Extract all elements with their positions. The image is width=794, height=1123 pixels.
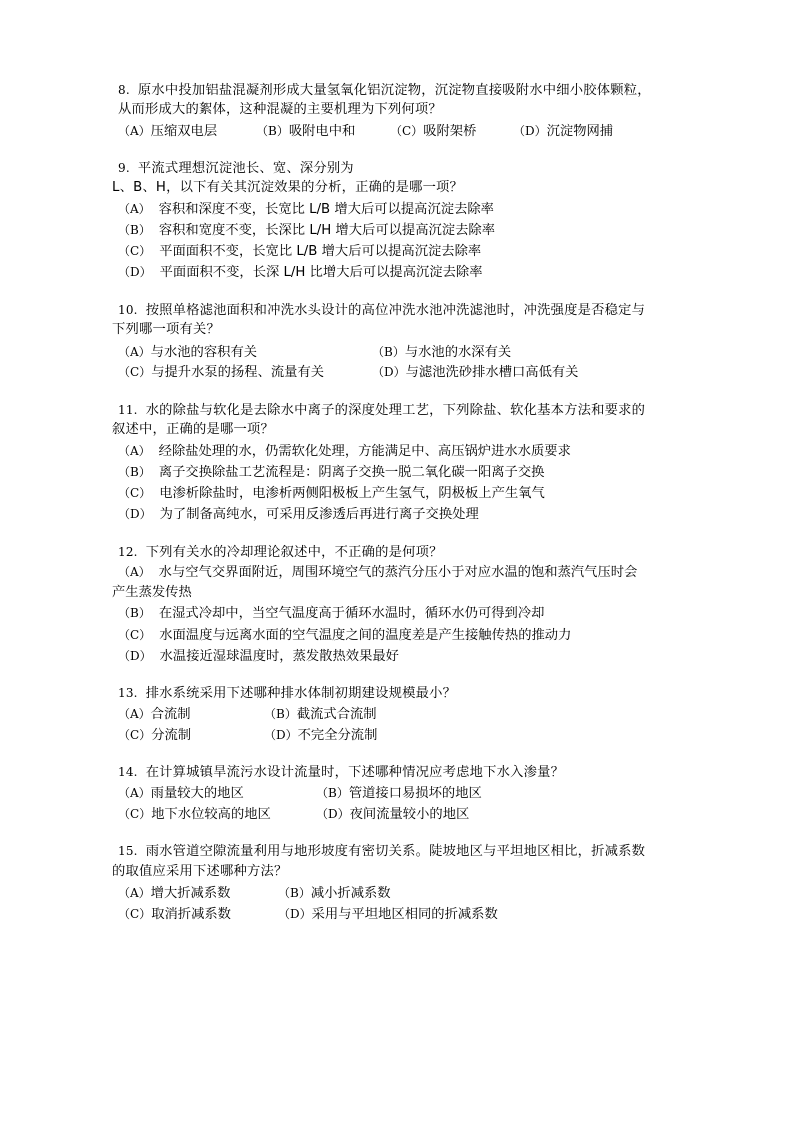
question-15-stem-line-2: 的取值应采用下述哪种方法？ [112,864,288,879]
option-a: （A）增大折减系数 [118,886,231,901]
option-c: （C）地下水位较高的地区 [118,807,271,822]
question-number: 9. [118,161,130,175]
question-number: 15. [118,844,138,858]
question-number: 12. [118,545,138,559]
option-b: （B） 离子交换除盐工艺流程是：阴离子交换一脱二氧化碳一阳离子交换 [118,465,545,480]
option-d: （D）采用与平坦地区相同的折减系数 [278,907,498,922]
question-number: 14. [118,765,138,779]
option-c: （C）吸附架桥 [390,124,477,139]
option-c: （C） 电渗析除盐时，电渗析两侧阳极板上产生氢气，阴极板上产生氧气 [118,486,545,501]
question-12-stem-line-1: 12. 下列有关水的冷却理论叙述中，不正确的是何项？ [118,545,443,560]
question-13-stem-line-1: 13. 排水系统采用下述哪种排水体制初期建设规模最小？ [118,686,457,701]
option-c: （C） 水面温度与远离水面的空气温度之间的温度差是产生接触传热的推动力 [118,628,572,643]
option-c: （C） 平面面积不变，长宽比 L/B 增大后可以提高沉淀去除率 [118,244,482,259]
option-d: （D） 为了制备高纯水，可采用反渗透后再进行离子交换处理 [118,507,479,522]
option-a: （A） 经除盐处理的水，仍需软化处理，方能满足中、高压锅炉进水水质要求 [118,444,571,459]
option-b: （B）截流式合流制 [264,707,377,722]
option-a: （A）合流制 [118,707,191,722]
question-15-stem-line-1: 15. 雨水管道空隙流量利用与地形坡度有密切关系。陡坡地区与平坦地区相比，折减系数 [118,844,646,859]
question-11-stem-line-2: 叙述中，正确的是哪一项？ [112,422,274,437]
question-10-stem-line-1: 10. 按照单格滤池面积和冲洗水头设计的高位冲洗水池冲洗滤池时，冲洗强度是否稳定与 [118,303,646,318]
question-number: 11. [118,403,138,417]
option-a-continuation: 产生蒸发传热 [112,585,192,600]
option-a: （A）与水池的容积有关 [118,345,258,360]
option-d: （D） 水温接近湿球温度时，蒸发散热效果最好 [118,649,399,664]
option-b: （B） 容积和宽度不变，长深比 L/H 增大后可以提高沉淀去除率 [118,223,495,238]
option-d: （D）与滤池洗砂排水槽口高低有关 [372,365,579,380]
option-c: （C）取消折减系数 [118,907,231,922]
option-b: （B） 在湿式冷却中，当空气温度高于循环水温时，循环水仍可得到冷却 [118,606,545,621]
option-b: （B）管道接口易损坏的地区 [316,786,482,801]
option-b: （B）减小折减系数 [278,886,391,901]
option-d: （D）沉淀物网捕 [513,124,614,139]
question-9-stem-line-2: L、B、H，以下有关其沉淀效果的分析，正确的是哪一项？ [112,180,464,195]
question-10-stem-line-2: 下列哪一项有关？ [112,322,220,337]
question-11-stem-line-1: 11. 水的除盐与软化是去除水中离子的深度处理工艺，下列除盐、软化基本方法和要求的 [118,403,646,418]
option-b: （B）与水池的水深有关 [372,345,512,360]
question-number: 8. [118,83,130,97]
question-8-stem-line-2: 从而形成大的絮体，这种混凝的主要机理为下列何项？ [118,102,442,117]
option-a: （A） 水与空气交界面附近，周围环境空气的蒸汽分压小于对应水温的饱和蒸汽气压时会 [118,565,638,580]
option-d: （D）不完全分流制 [264,728,378,743]
question-14-stem-line-1: 14. 在计算城镇旱流污水设计流量时，下述哪种情况应考虑地下水入渗量？ [118,765,565,780]
question-9-stem-line-1: 9. 平流式理想沉淀池长、宽、深分别为 [118,161,354,176]
option-c: （C）分流制 [118,728,192,743]
question-8-stem-line-1: 8. 原水中投加铝盐混凝剂形成大量氢氧化铝沉淀物，沉淀物直接吸附水中细小胶体颗粒， [118,83,651,98]
option-a: （A）压缩双电层 [118,124,218,139]
option-d: （D） 平面面积不变，长深 L/H 比增大后可以提高沉淀去除率 [118,265,483,280]
option-d: （D）夜间流量较小的地区 [316,807,470,822]
option-a: （A）雨量较大的地区 [118,786,244,801]
question-number: 13. [118,686,138,700]
option-c: （C）与提升水泵的扬程、流量有关 [118,365,325,380]
option-b: （B）吸附电中和 [256,124,356,139]
option-a: （A） 容积和深度不变，长宽比 L/B 增大后可以提高沉淀去除率 [118,202,494,217]
question-number: 10. [118,303,138,317]
